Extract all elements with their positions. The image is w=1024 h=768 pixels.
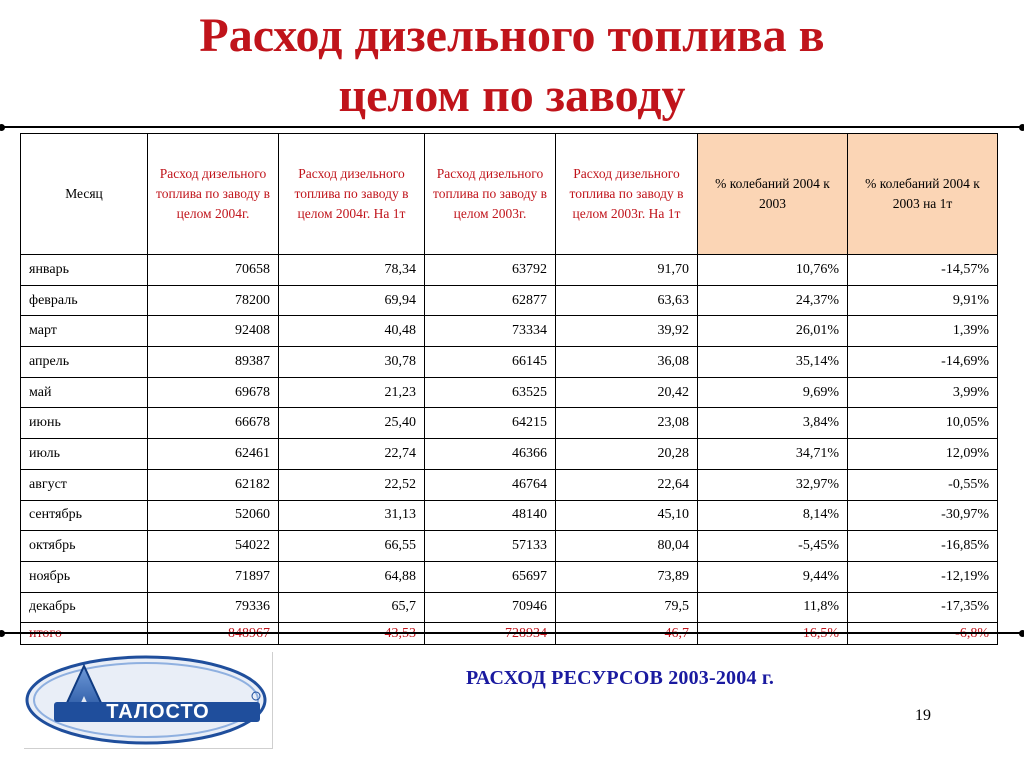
page-title-line-2: целом по заводу <box>338 69 686 122</box>
cell-consumption-2004: 52060 <box>148 500 279 531</box>
section-subtitle: РАСХОД РЕСУРСОВ 2003-2004 г. <box>466 667 775 689</box>
cell-month: ноябрь <box>21 561 148 592</box>
cell-consumption-2003: 48140 <box>425 500 556 531</box>
table-row <box>21 408 998 439</box>
page-number: 19 <box>915 707 931 724</box>
cell-consumption-2004-per-ton: 25,40 <box>279 408 425 439</box>
cell-pct-change: 24,37% <box>698 285 848 316</box>
cell-consumption-2004-per-ton: 64,88 <box>279 561 425 592</box>
cell-consumption-2004-per-ton: 65,7 <box>279 592 425 623</box>
cell-pct-change-per-ton: -14,69% <box>848 347 998 378</box>
cell-consumption-2004-per-ton: 40,48 <box>279 316 425 347</box>
top-divider <box>0 126 1024 128</box>
table-row <box>21 347 998 378</box>
cell-consumption-2004-per-ton: 22,52 <box>279 469 425 500</box>
cell-consumption-2003: 57133 <box>425 531 556 562</box>
cell-pct-change-per-ton: 9,91% <box>848 285 998 316</box>
table-row <box>21 500 998 531</box>
table-row <box>21 561 998 592</box>
cell-month: август <box>21 469 148 500</box>
cell-pct-change: 35,14% <box>698 347 848 378</box>
cell-consumption-2003: 73334 <box>425 316 556 347</box>
header-pct-change: % колебаний 2004 к 2003 <box>698 134 848 255</box>
cell-consumption-2003-per-ton: 22,64 <box>556 469 698 500</box>
cell-month: май <box>21 377 148 408</box>
cell-pct-change-per-ton: 3,99% <box>848 377 998 408</box>
cell-consumption-2003: 63525 <box>425 377 556 408</box>
cell-month: апрель <box>21 347 148 378</box>
cell-pct-change-per-ton: -12,19% <box>848 561 998 592</box>
cell-consumption-2004: 69678 <box>148 377 279 408</box>
cell-consumption-2003: 64215 <box>425 408 556 439</box>
cell-month: январь <box>21 255 148 286</box>
cell-pct-change: 9,69% <box>698 377 848 408</box>
cell-consumption-2004: 78200 <box>148 285 279 316</box>
cell-month: июнь <box>21 408 148 439</box>
cell-consumption-2004-per-ton: 30,78 <box>279 347 425 378</box>
header-pct-change-per-ton: % колебаний 2004 к 2003 на 1т <box>848 134 998 255</box>
cell-consumption-2004: 79336 <box>148 592 279 623</box>
cell-consumption-2004-per-ton: 66,55 <box>279 531 425 562</box>
cell-consumption-2004-per-ton: 22,74 <box>279 439 425 470</box>
cell-consumption-2003-per-ton: 20,28 <box>556 439 698 470</box>
cell-pct-change: 8,14% <box>698 500 848 531</box>
cell-consumption-2003-per-ton: 20,42 <box>556 377 698 408</box>
table-row <box>21 439 998 470</box>
page-title <box>0 6 1024 126</box>
cell-pct-change: 34,71% <box>698 439 848 470</box>
bottom-divider <box>0 632 1024 634</box>
cell-consumption-2004-per-ton: 69,94 <box>279 285 425 316</box>
cell-pct-change-per-ton: 10,05% <box>848 408 998 439</box>
cell-pct-change-per-ton: 1,39% <box>848 316 998 347</box>
cell-consumption-2004: 54022 <box>148 531 279 562</box>
cell-consumption-2003-per-ton: 39,92 <box>556 316 698 347</box>
cell-consumption-2004: 66678 <box>148 408 279 439</box>
cell-consumption-2003-per-ton: 79,5 <box>556 592 698 623</box>
table-row <box>21 377 998 408</box>
cell-pct-change: 32,97% <box>698 469 848 500</box>
table-body <box>21 255 998 645</box>
cell-consumption-2004: 70658 <box>148 255 279 286</box>
cell-consumption-2003: 70946 <box>425 592 556 623</box>
cell-pct-change-per-ton: 12,09% <box>848 439 998 470</box>
cell-consumption-2003-per-ton: 91,70 <box>556 255 698 286</box>
table-row <box>21 316 998 347</box>
table-row <box>21 592 998 623</box>
logo <box>24 652 273 749</box>
cell-consumption-2003-per-ton: 73,89 <box>556 561 698 592</box>
cell-consumption-2004: 89387 <box>148 347 279 378</box>
bottom-divider-left-dot <box>0 630 5 637</box>
table-row <box>21 469 998 500</box>
cell-month: октябрь <box>21 531 148 562</box>
header-month: Месяц <box>21 134 148 255</box>
cell-consumption-2003: 46366 <box>425 439 556 470</box>
cell-consumption-2004: 62182 <box>148 469 279 500</box>
cell-consumption-2003-per-ton: 36,08 <box>556 347 698 378</box>
bottom-divider-right-dot <box>1019 630 1024 637</box>
cell-consumption-2004: 92408 <box>148 316 279 347</box>
cell-pct-change: 26,01% <box>698 316 848 347</box>
cell-consumption-2003: 65697 <box>425 561 556 592</box>
cell-pct-change: -5,45% <box>698 531 848 562</box>
table-row <box>21 285 998 316</box>
cell-pct-change-per-ton: -30,97% <box>848 500 998 531</box>
cell-month: декабрь <box>21 592 148 623</box>
header-consumption-2004-per-ton: Расход дизельного топлива по заводу в целом 2004г. На 1т <box>279 134 425 255</box>
cell-pct-change: 10,76% <box>698 255 848 286</box>
cell-consumption-2003-per-ton: 45,10 <box>556 500 698 531</box>
page-title-line-1: Расход дизельного топлива в <box>199 9 825 62</box>
header-consumption-2003-per-ton: Расход дизельного топлива по заводу в целом 2003г. На 1т <box>556 134 698 255</box>
table-header-row <box>21 134 998 255</box>
cell-pct-change-per-ton: -0,55% <box>848 469 998 500</box>
cell-consumption-2003: 63792 <box>425 255 556 286</box>
cell-consumption-2004-per-ton: 78,34 <box>279 255 425 286</box>
cell-consumption-2003: 66145 <box>425 347 556 378</box>
cell-pct-change: 9,44% <box>698 561 848 592</box>
cell-pct-change: 3,84% <box>698 408 848 439</box>
cell-pct-change-per-ton: -14,57% <box>848 255 998 286</box>
cell-pct-change-per-ton: -17,35% <box>848 592 998 623</box>
cell-consumption-2004: 71897 <box>148 561 279 592</box>
table-row <box>21 531 998 562</box>
table-row <box>21 255 998 286</box>
cell-month: июль <box>21 439 148 470</box>
cell-pct-change-per-ton: -16,85% <box>848 531 998 562</box>
cell-consumption-2003-per-ton: 63,63 <box>556 285 698 316</box>
header-consumption-2003: Расход дизельного топлива по заводу в целом 2003г. <box>425 134 556 255</box>
cell-consumption-2003-per-ton: 23,08 <box>556 408 698 439</box>
cell-pct-change: 11,8% <box>698 592 848 623</box>
cell-month: февраль <box>21 285 148 316</box>
talosto-logo-icon <box>24 652 272 748</box>
cell-consumption-2003-per-ton: 80,04 <box>556 531 698 562</box>
cell-month: сентябрь <box>21 500 148 531</box>
cell-month: март <box>21 316 148 347</box>
cell-consumption-2004-per-ton: 31,13 <box>279 500 425 531</box>
cell-consumption-2004-per-ton: 21,23 <box>279 377 425 408</box>
top-divider-right-dot <box>1019 124 1024 131</box>
cell-consumption-2003: 62877 <box>425 285 556 316</box>
top-divider-left-dot <box>0 124 5 131</box>
fuel-consumption-table <box>20 133 998 645</box>
header-consumption-2004: Расход дизельного топлива по заводу в целом 2004г. <box>148 134 279 255</box>
cell-consumption-2003: 46764 <box>425 469 556 500</box>
cell-consumption-2004: 62461 <box>148 439 279 470</box>
logo-text: ТАЛОСТО <box>106 701 210 723</box>
